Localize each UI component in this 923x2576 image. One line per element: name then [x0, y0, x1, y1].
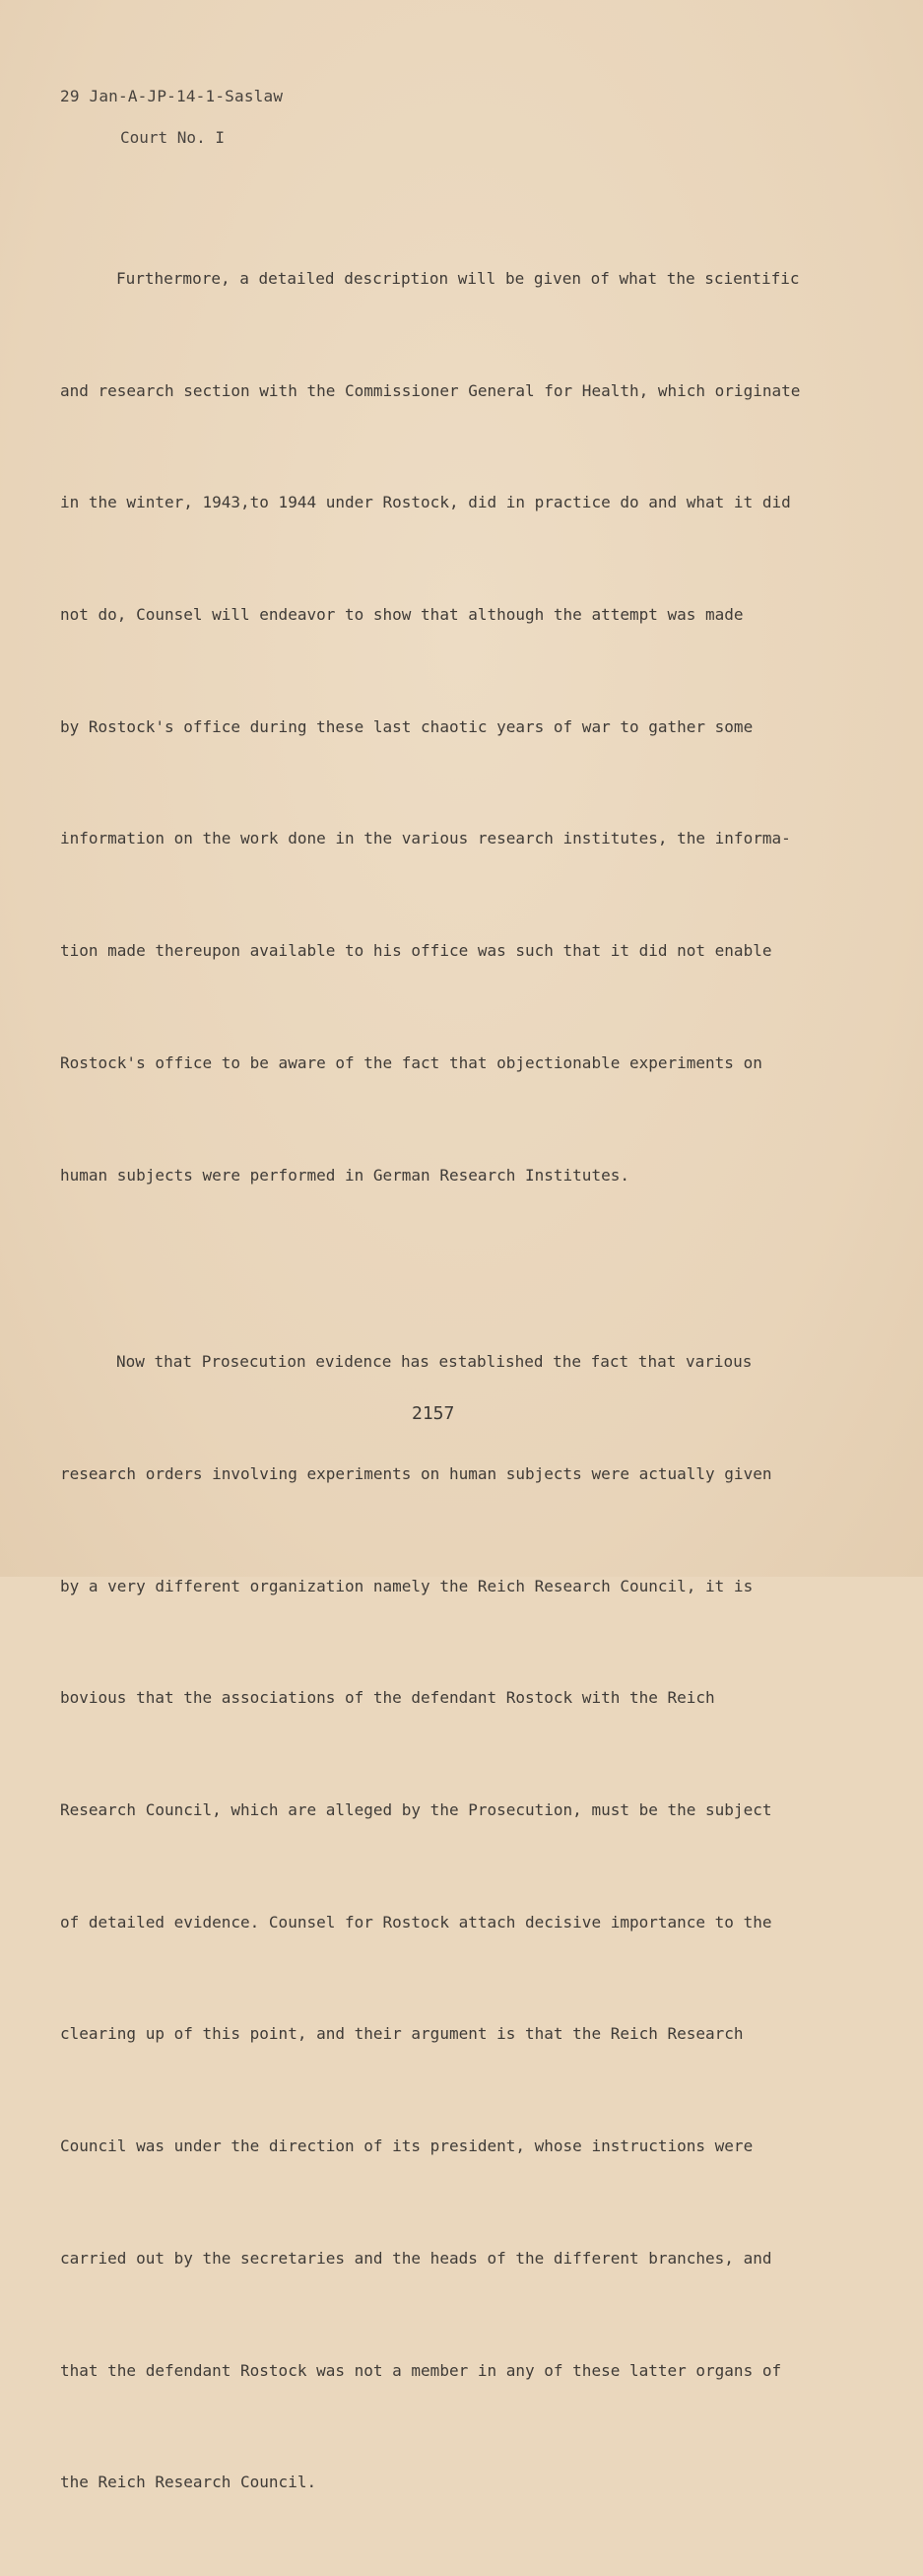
text-line: clearing up of this point, and their argument is that the Reich Research — [60, 2024, 744, 2044]
text-line: human subjects were performed in German Research Institutes. — [60, 1165, 629, 1185]
text-line: that the defendant Rostock was not a member in any of these latter organs of — [60, 2360, 782, 2380]
text-line: by Rostock's office during these last chaotic years of war to gather some — [60, 716, 754, 736]
text-line: by a very different organization namely the Reich Research Council, it is — [60, 1576, 754, 1595]
text-line: information on the work done in the various research institutes, the informa- — [60, 829, 791, 848]
page-number: 2157 — [412, 1403, 455, 1424]
text-line: research orders involving experiments on human subjects were actually given — [60, 1463, 772, 1483]
text-line: Council was under the direction of its president, whose instructions were — [60, 2136, 754, 2156]
document-body — [60, 185, 838, 2576]
text-line: the Reich Research Council. — [60, 2473, 317, 2492]
paragraph-1 — [60, 185, 838, 1268]
text-line: Rostock's office to be aware of the fact that objectionable experiments on — [60, 1052, 762, 1072]
text-line: in the winter, 1943,to 1944 under Rostock, did in practice do and what it did — [60, 493, 791, 512]
document-header-id: 29 Jan-A-JP-14-1-Saslaw — [60, 87, 284, 105]
text-line: Furthermore, a detailed description will be given of what the scientific — [116, 268, 800, 288]
text-line: Research Council, which are alleged by the Prosecution, must be the subject — [60, 1799, 772, 1819]
paragraph-2 — [60, 1268, 838, 2576]
text-line: Now that Prosecution evidence has established the fact that various — [116, 1352, 753, 1372]
text-line: not do, Counsel will endeavor to show that although the attempt was made — [60, 604, 744, 624]
text-line: and research section with the Commissioner General for Health, which originate — [60, 380, 801, 400]
court-label: Court No. I — [120, 128, 225, 147]
text-line: carried out by the secretaries and the heads of the different branches, and — [60, 2248, 772, 2268]
text-line: tion made thereupon available to his office was such that it did not enable — [60, 941, 772, 961]
text-line: bovious that the associations of the defendant Rostock with the Reich — [60, 1688, 715, 1708]
text-line: of detailed evidence. Counsel for Rostock attach decisive importance to the — [60, 1912, 772, 1932]
